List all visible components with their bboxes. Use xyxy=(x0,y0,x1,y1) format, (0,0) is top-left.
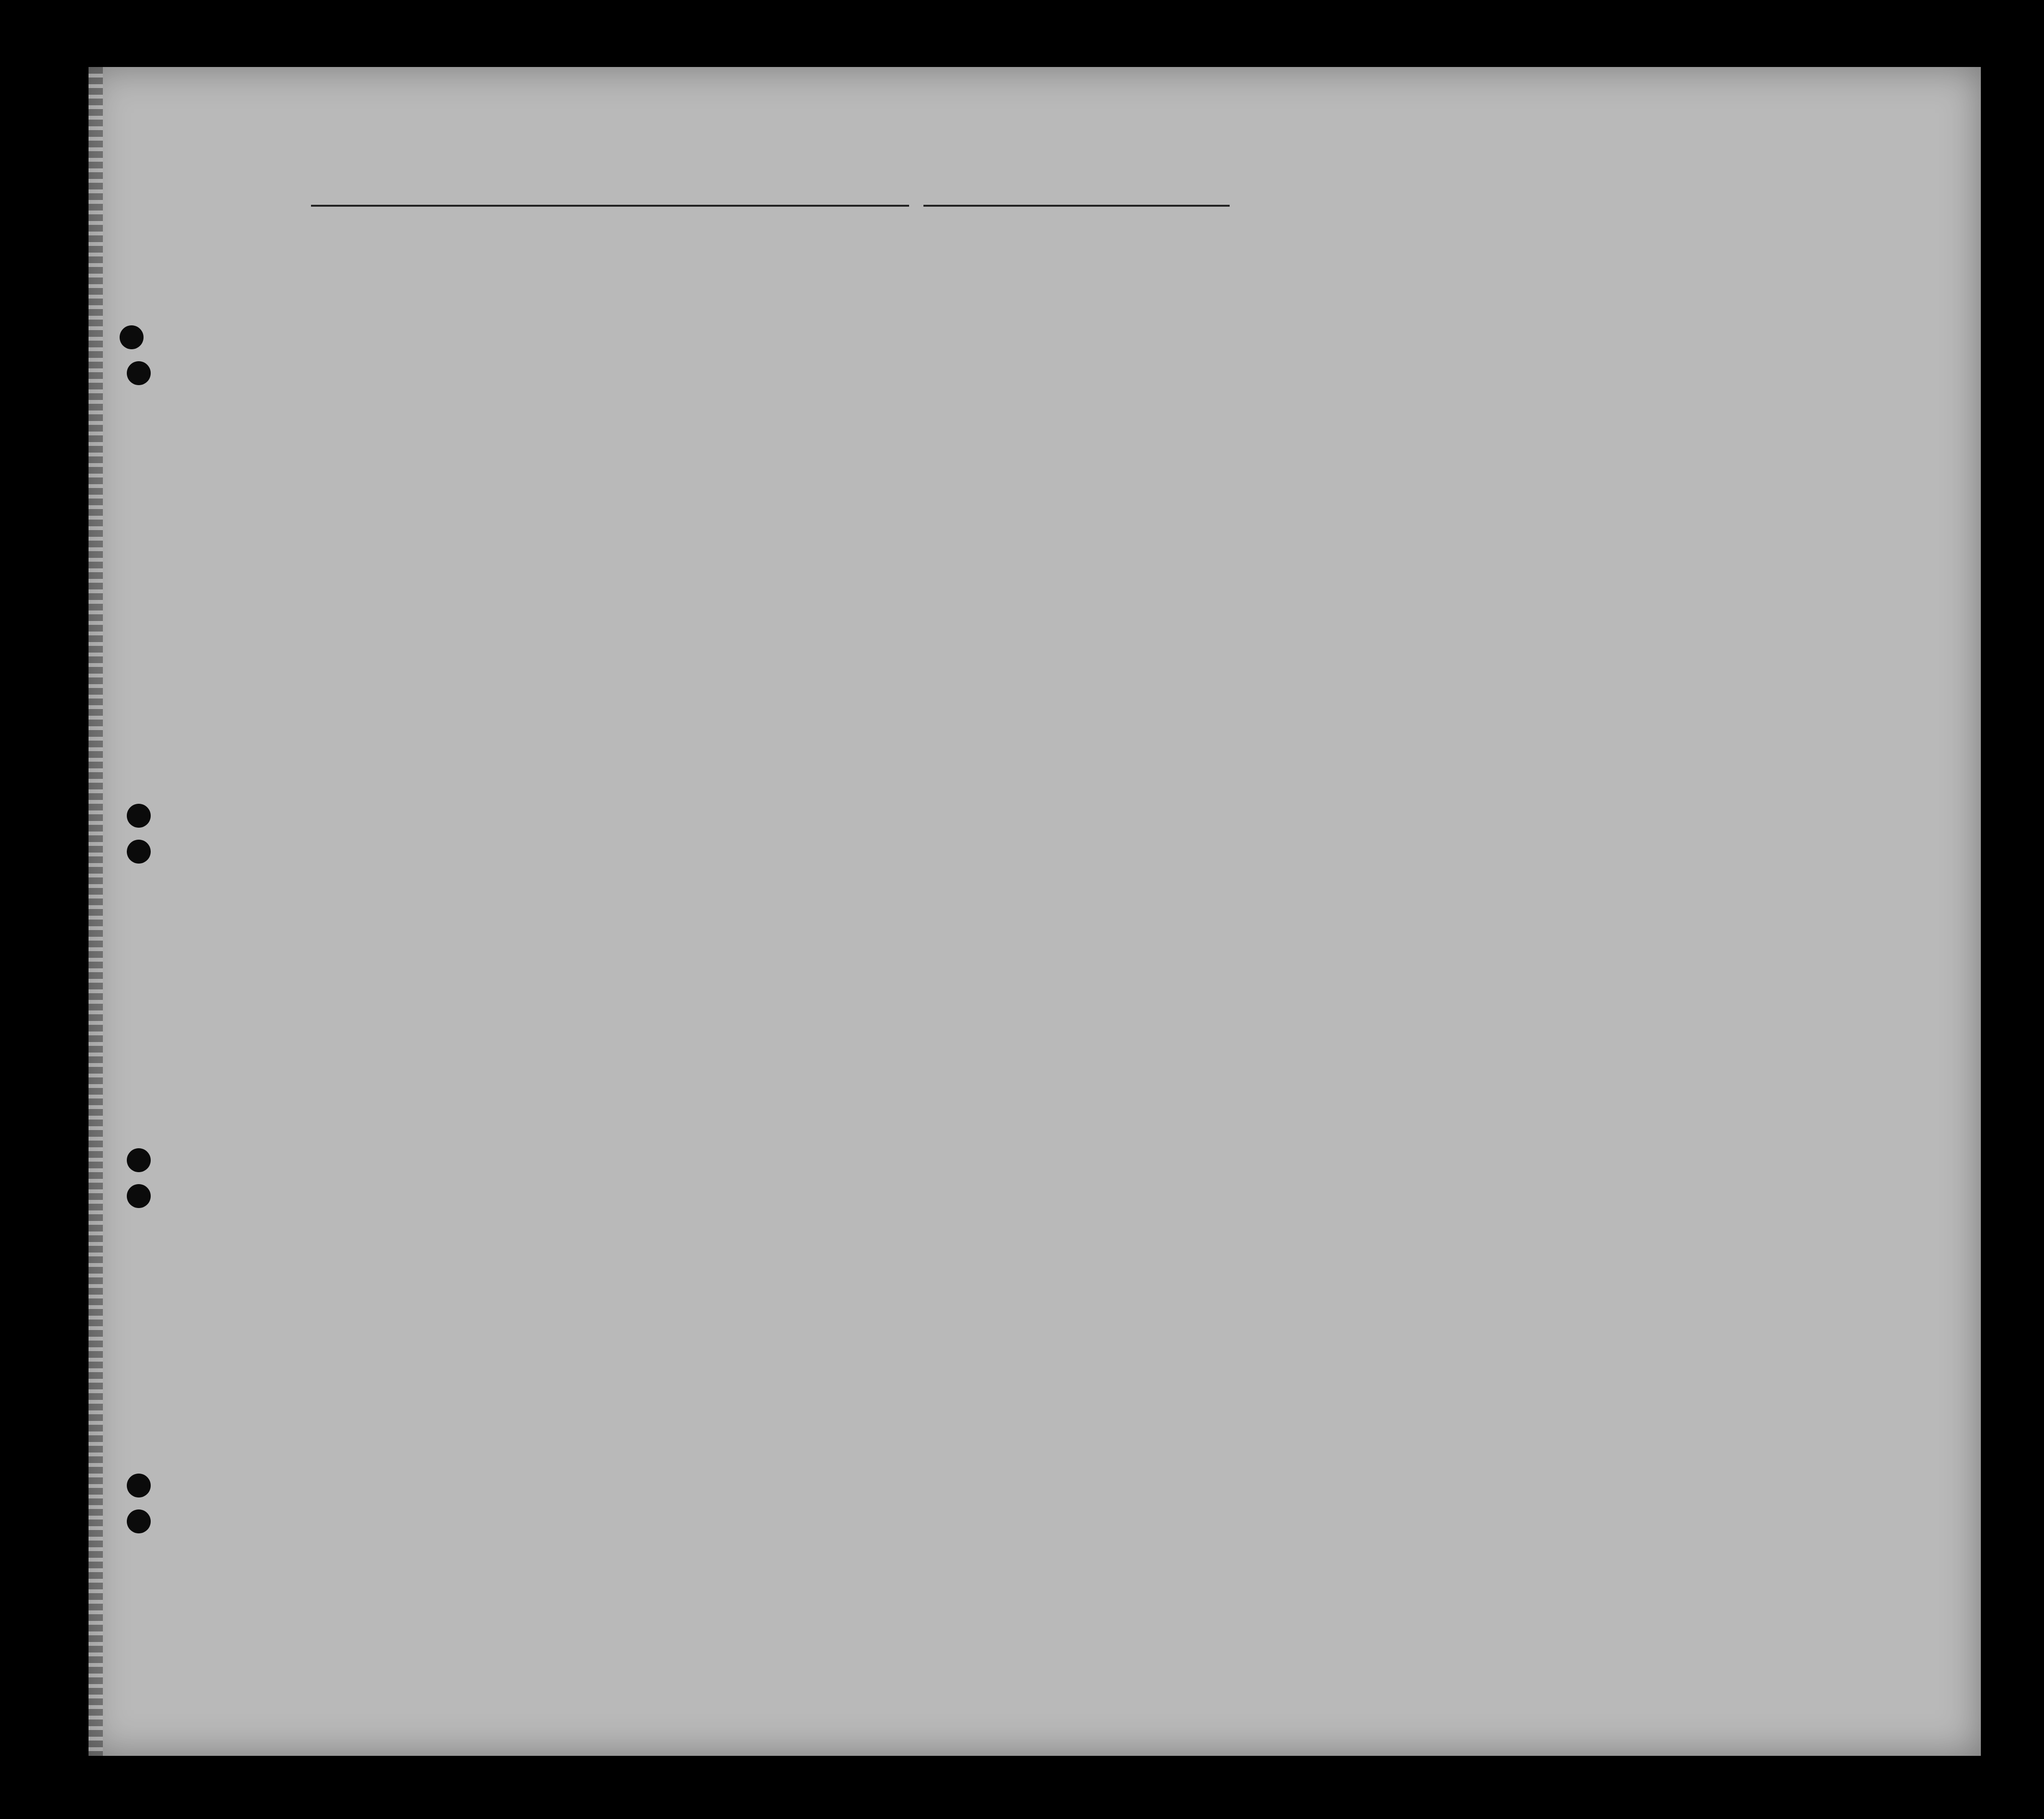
manifest-table xyxy=(86,218,1962,1617)
binder-hole xyxy=(127,1474,151,1497)
binder-hole xyxy=(127,1184,151,1208)
binder-hole xyxy=(127,804,151,828)
binder-hole xyxy=(127,361,151,385)
binder-hole xyxy=(120,325,144,349)
date-underline xyxy=(923,205,1230,207)
binder-hole xyxy=(127,1148,151,1172)
binder-hole xyxy=(127,1509,151,1533)
binder-hole xyxy=(127,840,151,864)
port-underline xyxy=(311,205,909,207)
